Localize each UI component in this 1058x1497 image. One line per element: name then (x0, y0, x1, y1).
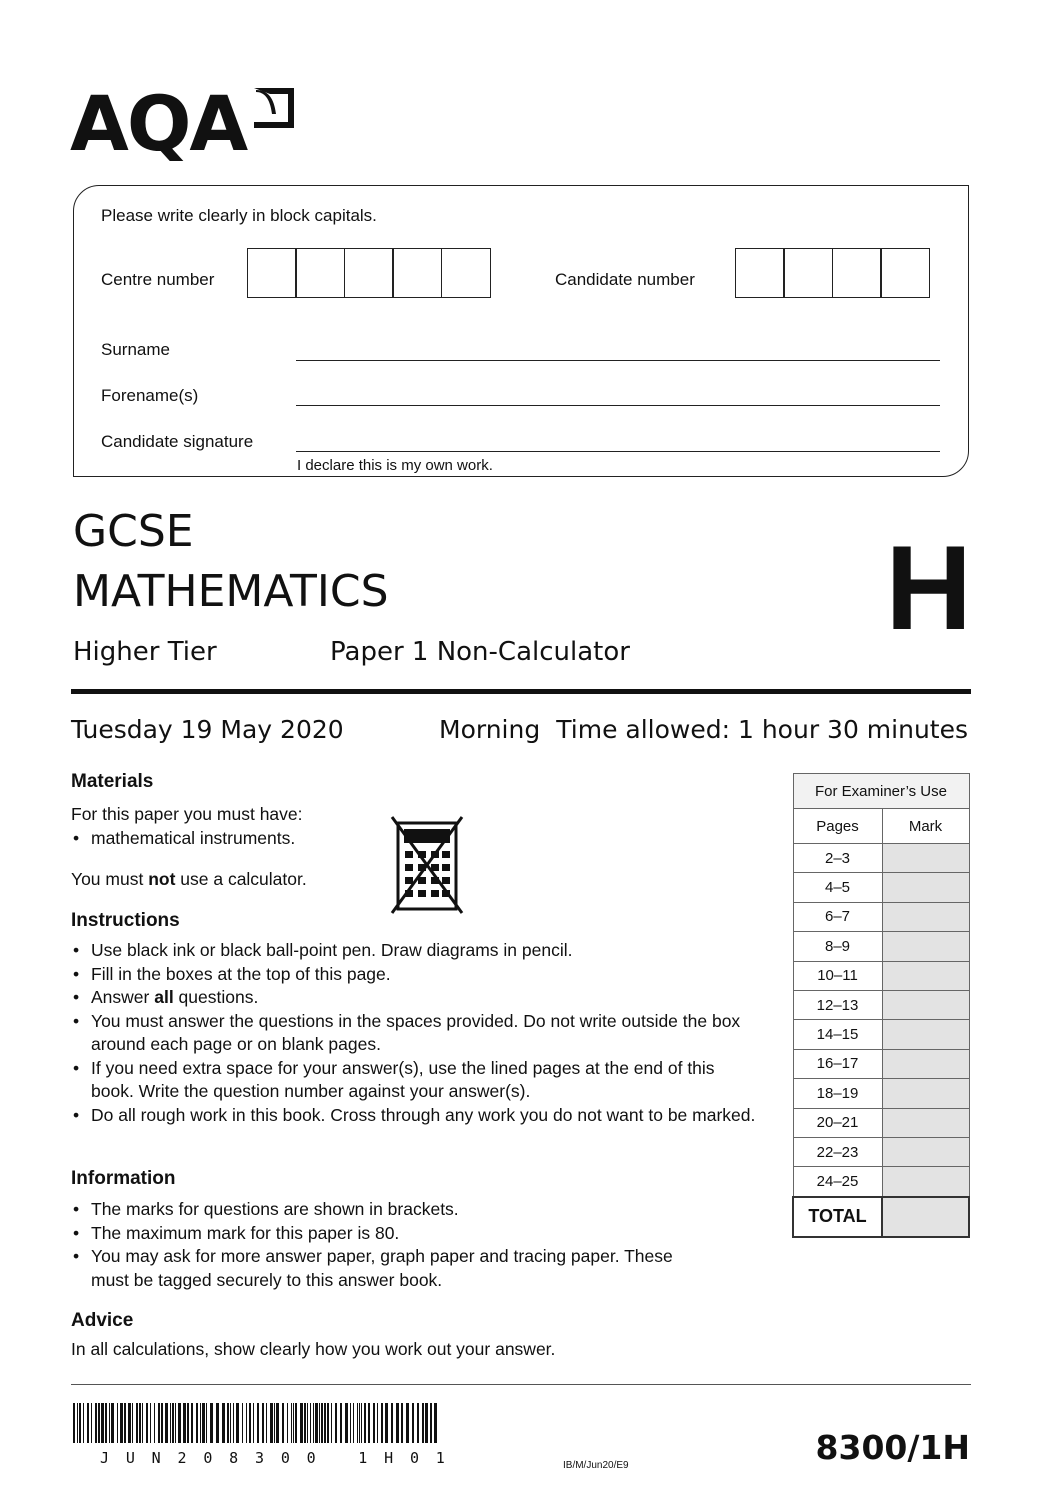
list-item: • Answer all questions. (71, 986, 761, 1010)
barcode-digits: JUN208300 1H01 (100, 1449, 462, 1467)
signature-label: Candidate signature (101, 432, 254, 451)
block-capitals-instruction: Please write clearly in block capitals. (101, 206, 377, 225)
footer-divider (71, 1384, 971, 1385)
table-row: 8–9 (793, 932, 969, 961)
pages-column-header: Pages (793, 809, 882, 844)
table-row: 20–21 (793, 1108, 969, 1137)
paper-code: 8300/1H (815, 1428, 970, 1467)
examiners-use-header: For Examiner’s Use (793, 774, 969, 809)
mark-cell[interactable] (882, 932, 969, 961)
advice-text: In all calculations, show clearly how you work out your answer. (71, 1339, 556, 1359)
mark-cell[interactable] (882, 902, 969, 931)
list-item: • If you need extra space for your answer(s), use the lined pages at the end of this book. Write the question number against your answer(s). (71, 1057, 761, 1104)
barcode (73, 1403, 440, 1451)
candidate-digit-box[interactable] (832, 248, 882, 298)
centre-number-boxes[interactable] (248, 248, 491, 298)
table-row: 6–7 (793, 902, 969, 931)
paper-label: Paper 1 Non-Calculator (330, 637, 630, 667)
mark-cell[interactable] (882, 1079, 969, 1108)
tier-letter: H (885, 521, 972, 655)
list-item: • You must answer the questions in the spaces provided. Do not write outside the box around each page or on blank pages. (71, 1010, 761, 1057)
candidate-digit-box[interactable] (880, 248, 930, 298)
centre-digit-box[interactable] (344, 248, 394, 298)
table-row: 22–23 (793, 1137, 969, 1166)
tier-label: Higher Tier (73, 637, 217, 667)
materials-intro: For this paper you must have: (71, 804, 303, 824)
document-reference: IB/M/Jun20/E9 (563, 1460, 629, 1471)
centre-digit-box[interactable] (392, 248, 442, 298)
list-item: • The maximum mark for this paper is 80. (71, 1222, 711, 1246)
forenames-field[interactable] (296, 405, 940, 406)
table-row: 16–17 (793, 1049, 969, 1078)
centre-digit-box[interactable] (295, 248, 345, 298)
surname-label: Surname (101, 340, 170, 359)
total-label: TOTAL (793, 1197, 882, 1237)
time-allowed: Time allowed: 1 hour 30 minutes (556, 715, 968, 744)
materials-heading: Materials (71, 771, 154, 792)
subject-title: MATHEMATICS (73, 566, 389, 617)
crossed-calculator-icon (388, 815, 466, 915)
mark-cell[interactable] (882, 961, 969, 990)
materials-section (71, 803, 307, 892)
table-row: 24–25 (793, 1167, 969, 1197)
table-row: 12–13 (793, 990, 969, 1019)
examiners-use-table (792, 773, 970, 1238)
forenames-label: Forename(s) (101, 386, 199, 405)
total-row (793, 1197, 969, 1237)
centre-digit-box[interactable] (441, 248, 491, 298)
centre-number-label: Centre number (101, 270, 215, 289)
table-row: 14–15 (793, 1020, 969, 1049)
candidate-number-label: Candidate number (555, 270, 695, 289)
mark-column-header: Mark (882, 809, 969, 844)
aqa-logo: AQA (70, 79, 247, 168)
title-divider (71, 689, 971, 694)
exam-date: Tuesday 19 May 2020 (71, 715, 344, 744)
list-item: • Use black ink or black ball-point pen. Draw diagrams in pencil. (71, 939, 761, 963)
exam-session: Morning (439, 715, 541, 744)
total-mark-cell[interactable] (882, 1197, 969, 1237)
candidate-digit-box[interactable] (735, 248, 785, 298)
surname-field[interactable] (296, 360, 940, 361)
table-row: 10–11 (793, 961, 969, 990)
instructions-heading: Instructions (71, 910, 180, 931)
mark-cell[interactable] (882, 844, 969, 873)
signature-field[interactable] (296, 451, 940, 452)
list-item: • Fill in the boxes at the top of this page. (71, 963, 761, 987)
list-item: • Do all rough work in this book. Cross through any work you do not want to be marked. (71, 1104, 761, 1128)
table-row: 2–3 (793, 844, 969, 873)
calculator-rule: You must not use a calculator. (71, 869, 307, 889)
mark-cell[interactable] (882, 1108, 969, 1137)
mark-cell[interactable] (882, 1167, 969, 1197)
qualification-title: GCSE (73, 506, 194, 557)
list-item: • The marks for questions are shown in brackets. (71, 1198, 711, 1222)
centre-digit-box[interactable] (247, 248, 297, 298)
advice-heading: Advice (71, 1310, 134, 1331)
table-row: 18–19 (793, 1079, 969, 1108)
information-list (71, 1198, 711, 1292)
aqa-leaf-icon (250, 84, 298, 132)
mark-cell[interactable] (882, 1020, 969, 1049)
mark-cell[interactable] (882, 1137, 969, 1166)
instructions-list (71, 939, 761, 1127)
mark-cell[interactable] (882, 990, 969, 1019)
candidate-digit-box[interactable] (783, 248, 833, 298)
candidate-number-boxes[interactable] (736, 248, 930, 298)
information-heading: Information (71, 1168, 176, 1189)
declaration-text: I declare this is my own work. (297, 457, 493, 474)
list-item: • mathematical instruments. (71, 827, 307, 851)
mark-cell[interactable] (882, 873, 969, 902)
table-row: 4–5 (793, 873, 969, 902)
mark-cell[interactable] (882, 1049, 969, 1078)
list-item: • You may ask for more answer paper, graph paper and tracing paper. These must be tagged securely to this answer book. (71, 1245, 711, 1292)
